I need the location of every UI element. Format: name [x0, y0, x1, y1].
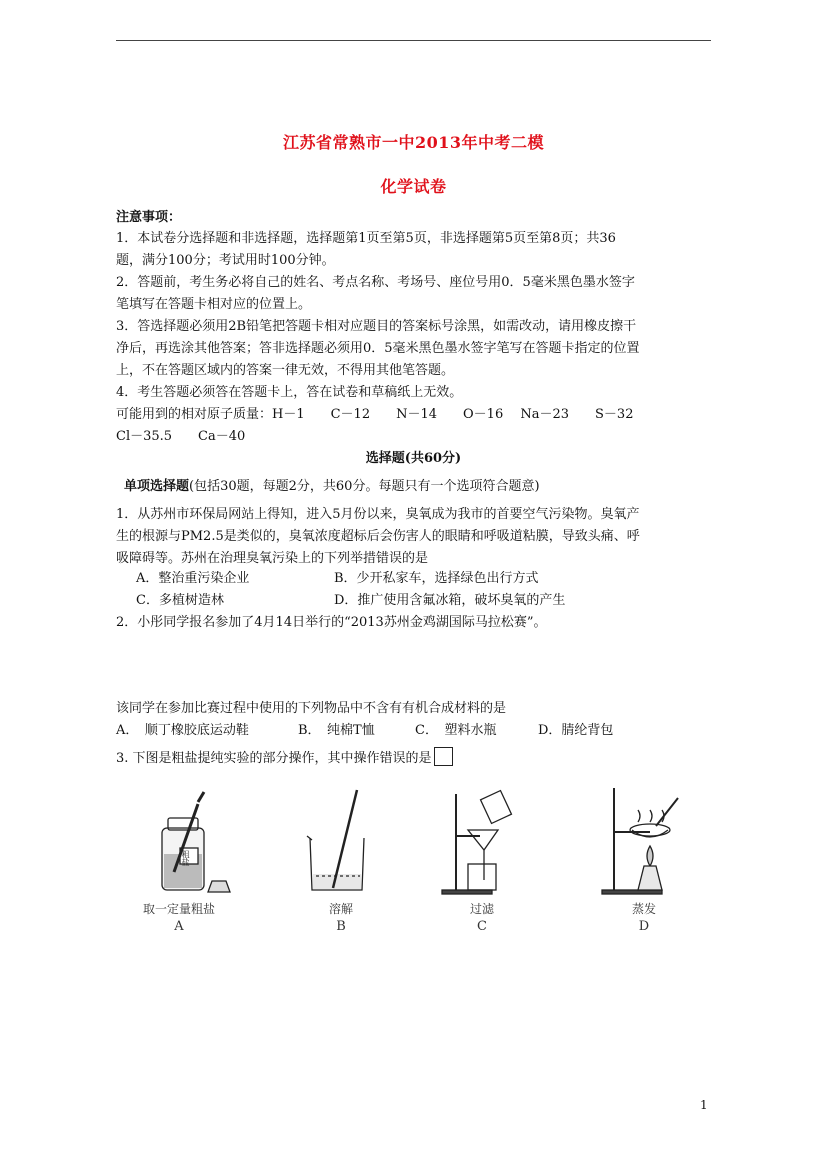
notes-line: 2．答题前，考生务必将自己的姓名、考点名称、考场号、座位号用0．5毫米黑色墨水签字: [116, 275, 635, 290]
q1-option-b: B．少开私家车，选择绿色出行方式: [334, 571, 539, 586]
notes-line: 4．考生答题必须答在答题卡上，答在试卷和草稿纸上无效。: [116, 385, 463, 400]
q3-question: [116, 747, 453, 769]
q2-option-b: B． 纯棉T恤: [298, 723, 375, 738]
evaporation-icon: [602, 788, 678, 894]
header-rule: [116, 40, 711, 41]
q2-intro: 2．小彤同学报名参加了4月14日举行的“2013苏州金鸡湖国际马拉松赛”。: [116, 615, 547, 630]
q2-option-c: C． 塑料水瓶: [415, 723, 497, 738]
q1-stem: 生的根源与PM2.5是类似的，臭氧浓度超标后会伤害人的眼睛和呼吸道粘膜，导致头痛、呼: [116, 529, 640, 544]
figure-d-letter: D: [638, 919, 650, 934]
q2-option-a: A． 顺丁橡胶底运动鞋: [116, 723, 249, 738]
answer-box: [434, 747, 453, 766]
jar-label: 粗盐: [181, 850, 190, 866]
weigh-dish-icon: [208, 881, 230, 892]
exam-title: 江苏省常熟市一中2013年中考二模: [282, 133, 545, 152]
notes-heading: 注意事项：: [116, 210, 182, 225]
beaker-rod-icon: [307, 790, 364, 890]
figure-c-label: 过滤: [469, 902, 494, 916]
salt-jar-icon: [162, 792, 204, 890]
instruction-type: 单项选择题: [124, 479, 190, 494]
q3-question-text: 3. 下图是粗盐提纯实验的部分操作，其中操作错误的是: [116, 751, 432, 766]
figure-b-letter: B: [336, 919, 346, 934]
notes-line: 笔填写在答题卡相对应的位置上。: [116, 297, 312, 312]
q1-option-a: A．整治重污染企业: [136, 571, 250, 586]
figure-d-label: 蒸发: [631, 902, 656, 916]
notes-line: 上，不在答题区域内的答案一律无效，不得用其他笔答题。: [116, 363, 455, 378]
q2-question: 该同学在参加比赛过程中使用的下列物品中不含有有机合成材料的是: [116, 701, 507, 716]
lab-figures: [150, 780, 710, 900]
instruction-detail: (包括30题，每题2分，共60分。每题只有一个选项符合题意): [189, 479, 540, 494]
figure-b-label: 溶解: [328, 902, 353, 916]
figure-c-letter: C: [477, 919, 487, 934]
page-number: 1: [700, 1098, 708, 1112]
q2-option-d: D．腈纶背包: [538, 723, 614, 738]
notes-line: 1．本试卷分选择题和非选择题，选择题第1页至第5页，非选择题第5页至第8页；共36: [116, 231, 616, 246]
atomic-masses: Cl－35.5 Ca－40: [116, 429, 246, 444]
notes-line: 题，满分100分；考试用时100分钟。: [116, 253, 335, 268]
notes-line: 净后，再选涂其他答案；答非选择题必须用0．5毫米黑色墨水签字笔写在答题卡指定的位置: [116, 341, 640, 356]
q1-stem: 1．从苏州市环保局网站上得知，进入5月份以来，臭氧成为我市的首要空气污染物。臭氧产: [116, 507, 640, 522]
figure-a-label: 取一定量粗盐: [142, 902, 215, 916]
notes-line: 3．答选择题必须用2B铅笔把答题卡相对应题目的答案标号涂黑，如需改动，请用橡皮擦干: [116, 319, 637, 334]
section-title: 选择题(共60分): [365, 451, 462, 466]
atomic-masses: 可能用到的相对原子质量：H－1 C－12 N－14 O－16 Na－23 S－32: [116, 407, 634, 422]
section-instruction: [124, 477, 540, 497]
q1-option-c: C．多植树造林: [136, 593, 224, 608]
filtration-icon: [442, 791, 511, 894]
exam-subtitle: 化学试卷: [380, 177, 447, 196]
q1-stem: 吸障碍等。苏州在治理臭氧污染上的下列举措错误的是: [116, 551, 429, 566]
q1-option-d: D．推广使用含氟冰箱，破坏臭氧的产生: [334, 593, 566, 608]
figure-a-letter: A: [174, 919, 184, 934]
